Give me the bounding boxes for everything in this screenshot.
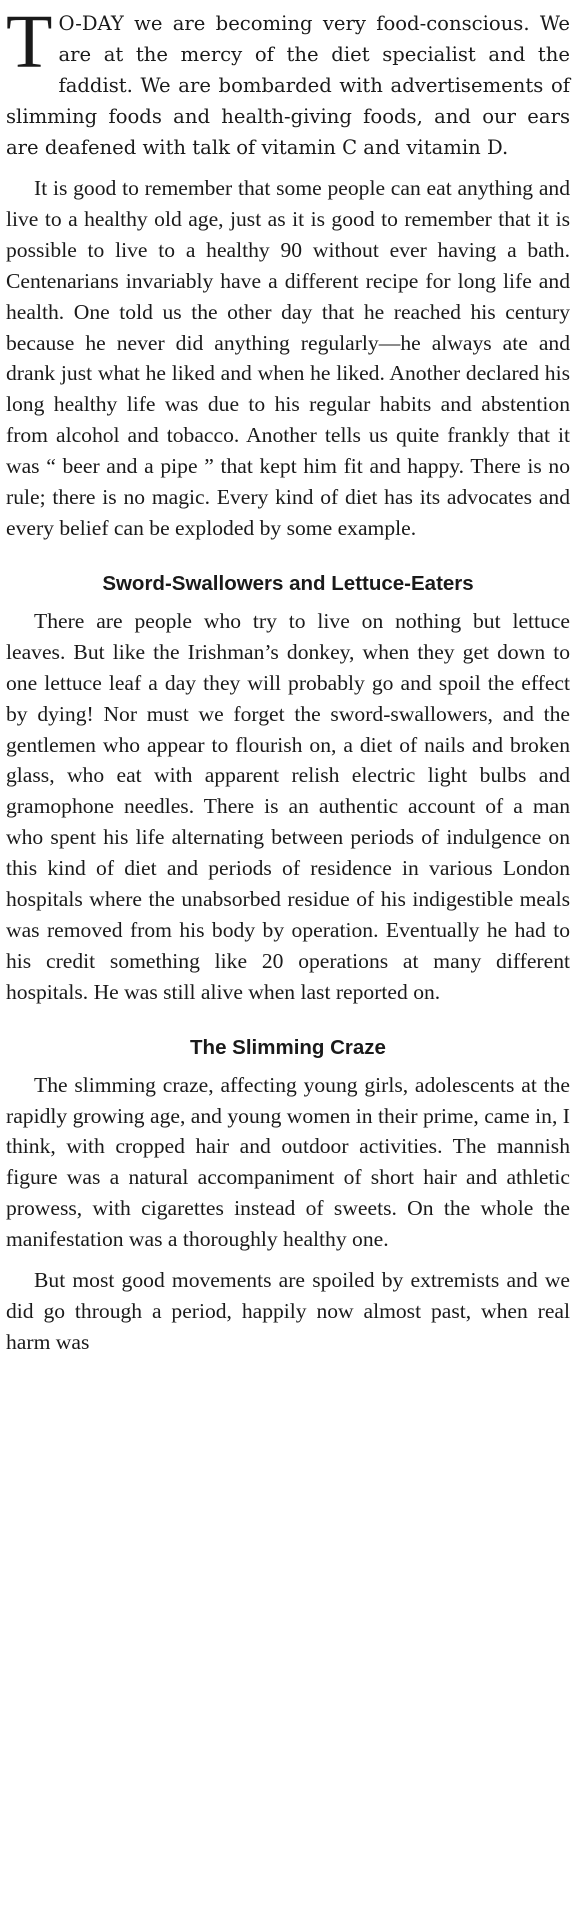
- paragraph-centenarians: It is good to remember that some people can eat anything and live to a healthy old age, just as it is good to remember that it is possible to live to a healthy 90 without ever having a bath. Centenarians invariably have a different recipe for long life and health. One told us the other day that he reached his century because he never did anything regularly—he always ate and drank just what he liked and when he liked. Another declared his long healthy life was due to his regular habits and abstention from alcohol and tobacco. Another tells us quite frankly that it was “ beer and a pipe ” that kept him fit and happy. There is no rule; there is no magic. Every kind of diet has its advocates and every belief can be exploded by some example.: [6, 176, 570, 540]
- section-heading-slimming-craze: The Slimming Craze: [190, 1035, 386, 1059]
- intro-paragraph: [6, 0, 570, 163]
- section-heading-sword-swallowers: Sword-Swallowers and Lettuce-Eaters: [102, 571, 474, 595]
- paragraph-extremists: But most good movements are spoiled by extremists and we did go through a period, happily now almost past, when real harm was: [6, 1268, 570, 1354]
- drop-cap: T: [6, 0, 53, 84]
- intro-paragraph-text: O-DAY we are becoming very food-conscious. We are at the mercy of the diet specialist and the faddist. We are bombarded with advertisements of slimming foods and health-giving foods, and our ears are deafened with talk of vitamin C and vitamin D.: [6, 12, 570, 159]
- paragraph-slimming-craze: The slimming craze, affecting young girls, adolescents at the rapidly growing age, and young women in their prime, came in, I think, with cropped hair and outdoor activities. The mannish figure was a natural accompaniment of short hair and athletic prowess, with cigarettes instead of sweets. On the whole the manifestation was a thoroughly healthy one.: [6, 1072, 570, 1252]
- article: [6, 0, 570, 1368]
- paragraph-lettuce-eaters: There are people who try to live on nothing but lettuce leaves. But like the Irishman’s donkey, when they get down to one lettuce leaf a day they will probably go and spoil the effect by dying! Nor must we forget the sword-swallowers, and the gentlemen who appear to flourish on, a diet of nails and broken glass, who eat with apparent relish electric light bulbs and gramophone needles. There is an authentic account of a man who spent his life alternating between periods of indulgence on this kind of diet and periods of residence in various London hospitals where the unabsorbed residue of his indigestible meals was removed from his body by operation. Eventually he had to his credit something like 20 operations at many different hospitals. He was still alive when last reported on.: [6, 608, 570, 1004]
